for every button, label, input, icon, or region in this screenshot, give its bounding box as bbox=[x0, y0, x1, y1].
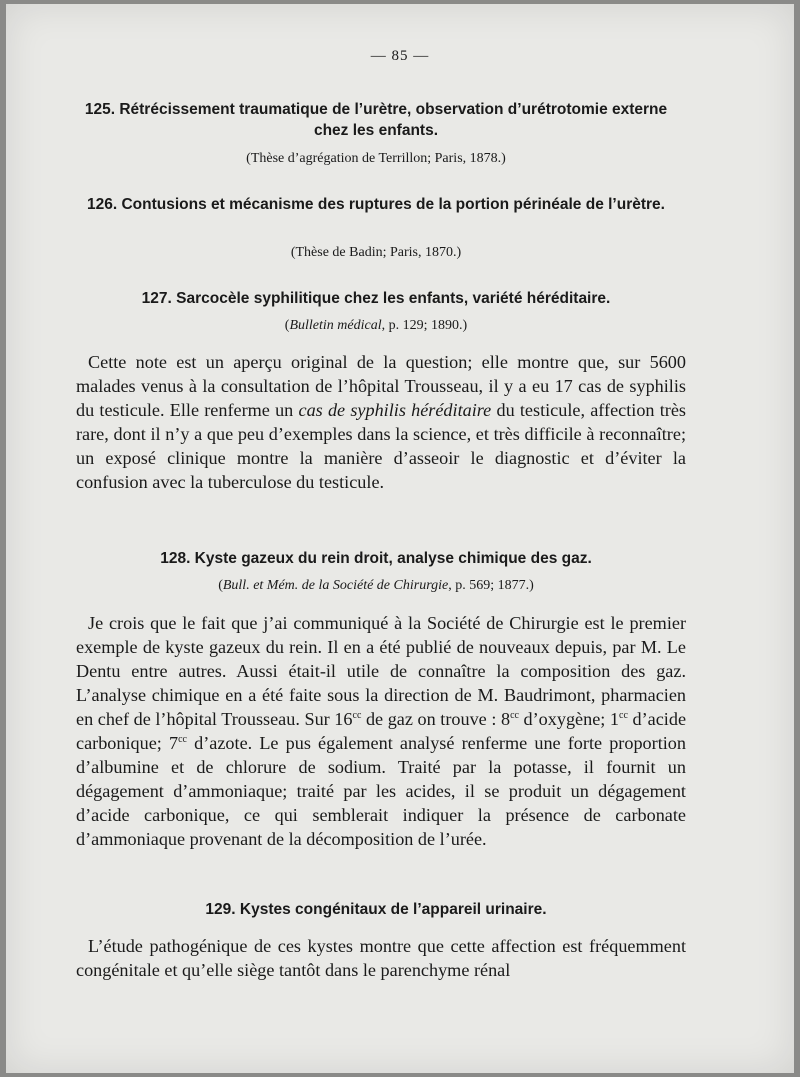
page-number: — 85 — bbox=[370, 48, 430, 64]
entry-128-source: (Bull. et Mém. de la Société de Chirurgie, p. 569; 1877.) bbox=[218, 578, 534, 593]
entry-126-title: 126. Contusions et mécanisme des ruptures de la portion périnéale de l’urètre. bbox=[87, 196, 665, 213]
book-page bbox=[6, 4, 794, 1073]
entry-127-title: 127. Sarcocèle syphilitique chez les enfants, variété héréditaire. bbox=[141, 290, 611, 307]
entry-125-title: 125. Rétrécissement traumatique de l’urètre, observation d’urétrotomie externe chez les enfants. bbox=[84, 101, 668, 139]
entry-128-paragraph: Je crois que le fait que j’ai communiqué à la Société de Chirurgie est le premier exemple de kyste gazeux du rein. Il en a été publié de nouveaux depuis, par M. Le Dentu entre autres. Aussi était-il utile de connaître la composition des gaz. L’analyse chimique en a été faite sous la direction de M. Baudrimont, pharmacien en chef de l’hôpital Trousseau. Sur $16^{cc}$ de gaz on trouve : $8^{cc}$ d’oxygène; $1^{cc}$ d’acide carbonique; $7^{cc}$ d’azote. Le pus également analysé renferme une forte proportion d’albumine et de chlorure de sodium. Traité par la potasse, il fournit un dégagement d’ammoniaque; traité par les acides, il se produit un dégagement d’acide carbonique, ce qui semblerait indiquer la présence de carbonate d’ammoniaque provenant de la décomposition de l’urée. bbox=[76, 613, 687, 849]
entry-127-paragraph: Cette note est un aperçu original de la question; elle montre que, sur 5600 malades venus à la consultation de l’hôpital Trousseau, il y a eu 17 cas de syphilis du testicule. Elle renferme un cas de syphilis héréditaire du testicule, affection très rare, dont il n’y a que peu d’exemples dans la science, et très difficile à reconnaître; un exposé clinique montre la manière d’asseoir le diagnostic et d’éviter la confusion avec la tuberculose du testicule. bbox=[76, 352, 686, 492]
entry-126-source: (Thèse de Badin; Paris, 1870.) bbox=[290, 245, 462, 260]
entry-129-paragraph: L’étude pathogénique de ces kystes montre que cette affection est fréquemment congénitale et qu’elle siège tantôt dans le parenchyme rénal bbox=[76, 936, 686, 980]
entry-125-source: (Thèse d’agrégation de Terrillon; Paris, 1878.) bbox=[246, 151, 506, 166]
entry-127-source: (Bulletin médical, p. 129; 1890.) bbox=[284, 318, 468, 333]
entry-128-title: 128. Kyste gazeux du rein droit, analyse chimique des gaz. bbox=[160, 550, 592, 567]
entry-129-title: 129. Kystes congénitaux de l’appareil urinaire. bbox=[205, 901, 547, 918]
